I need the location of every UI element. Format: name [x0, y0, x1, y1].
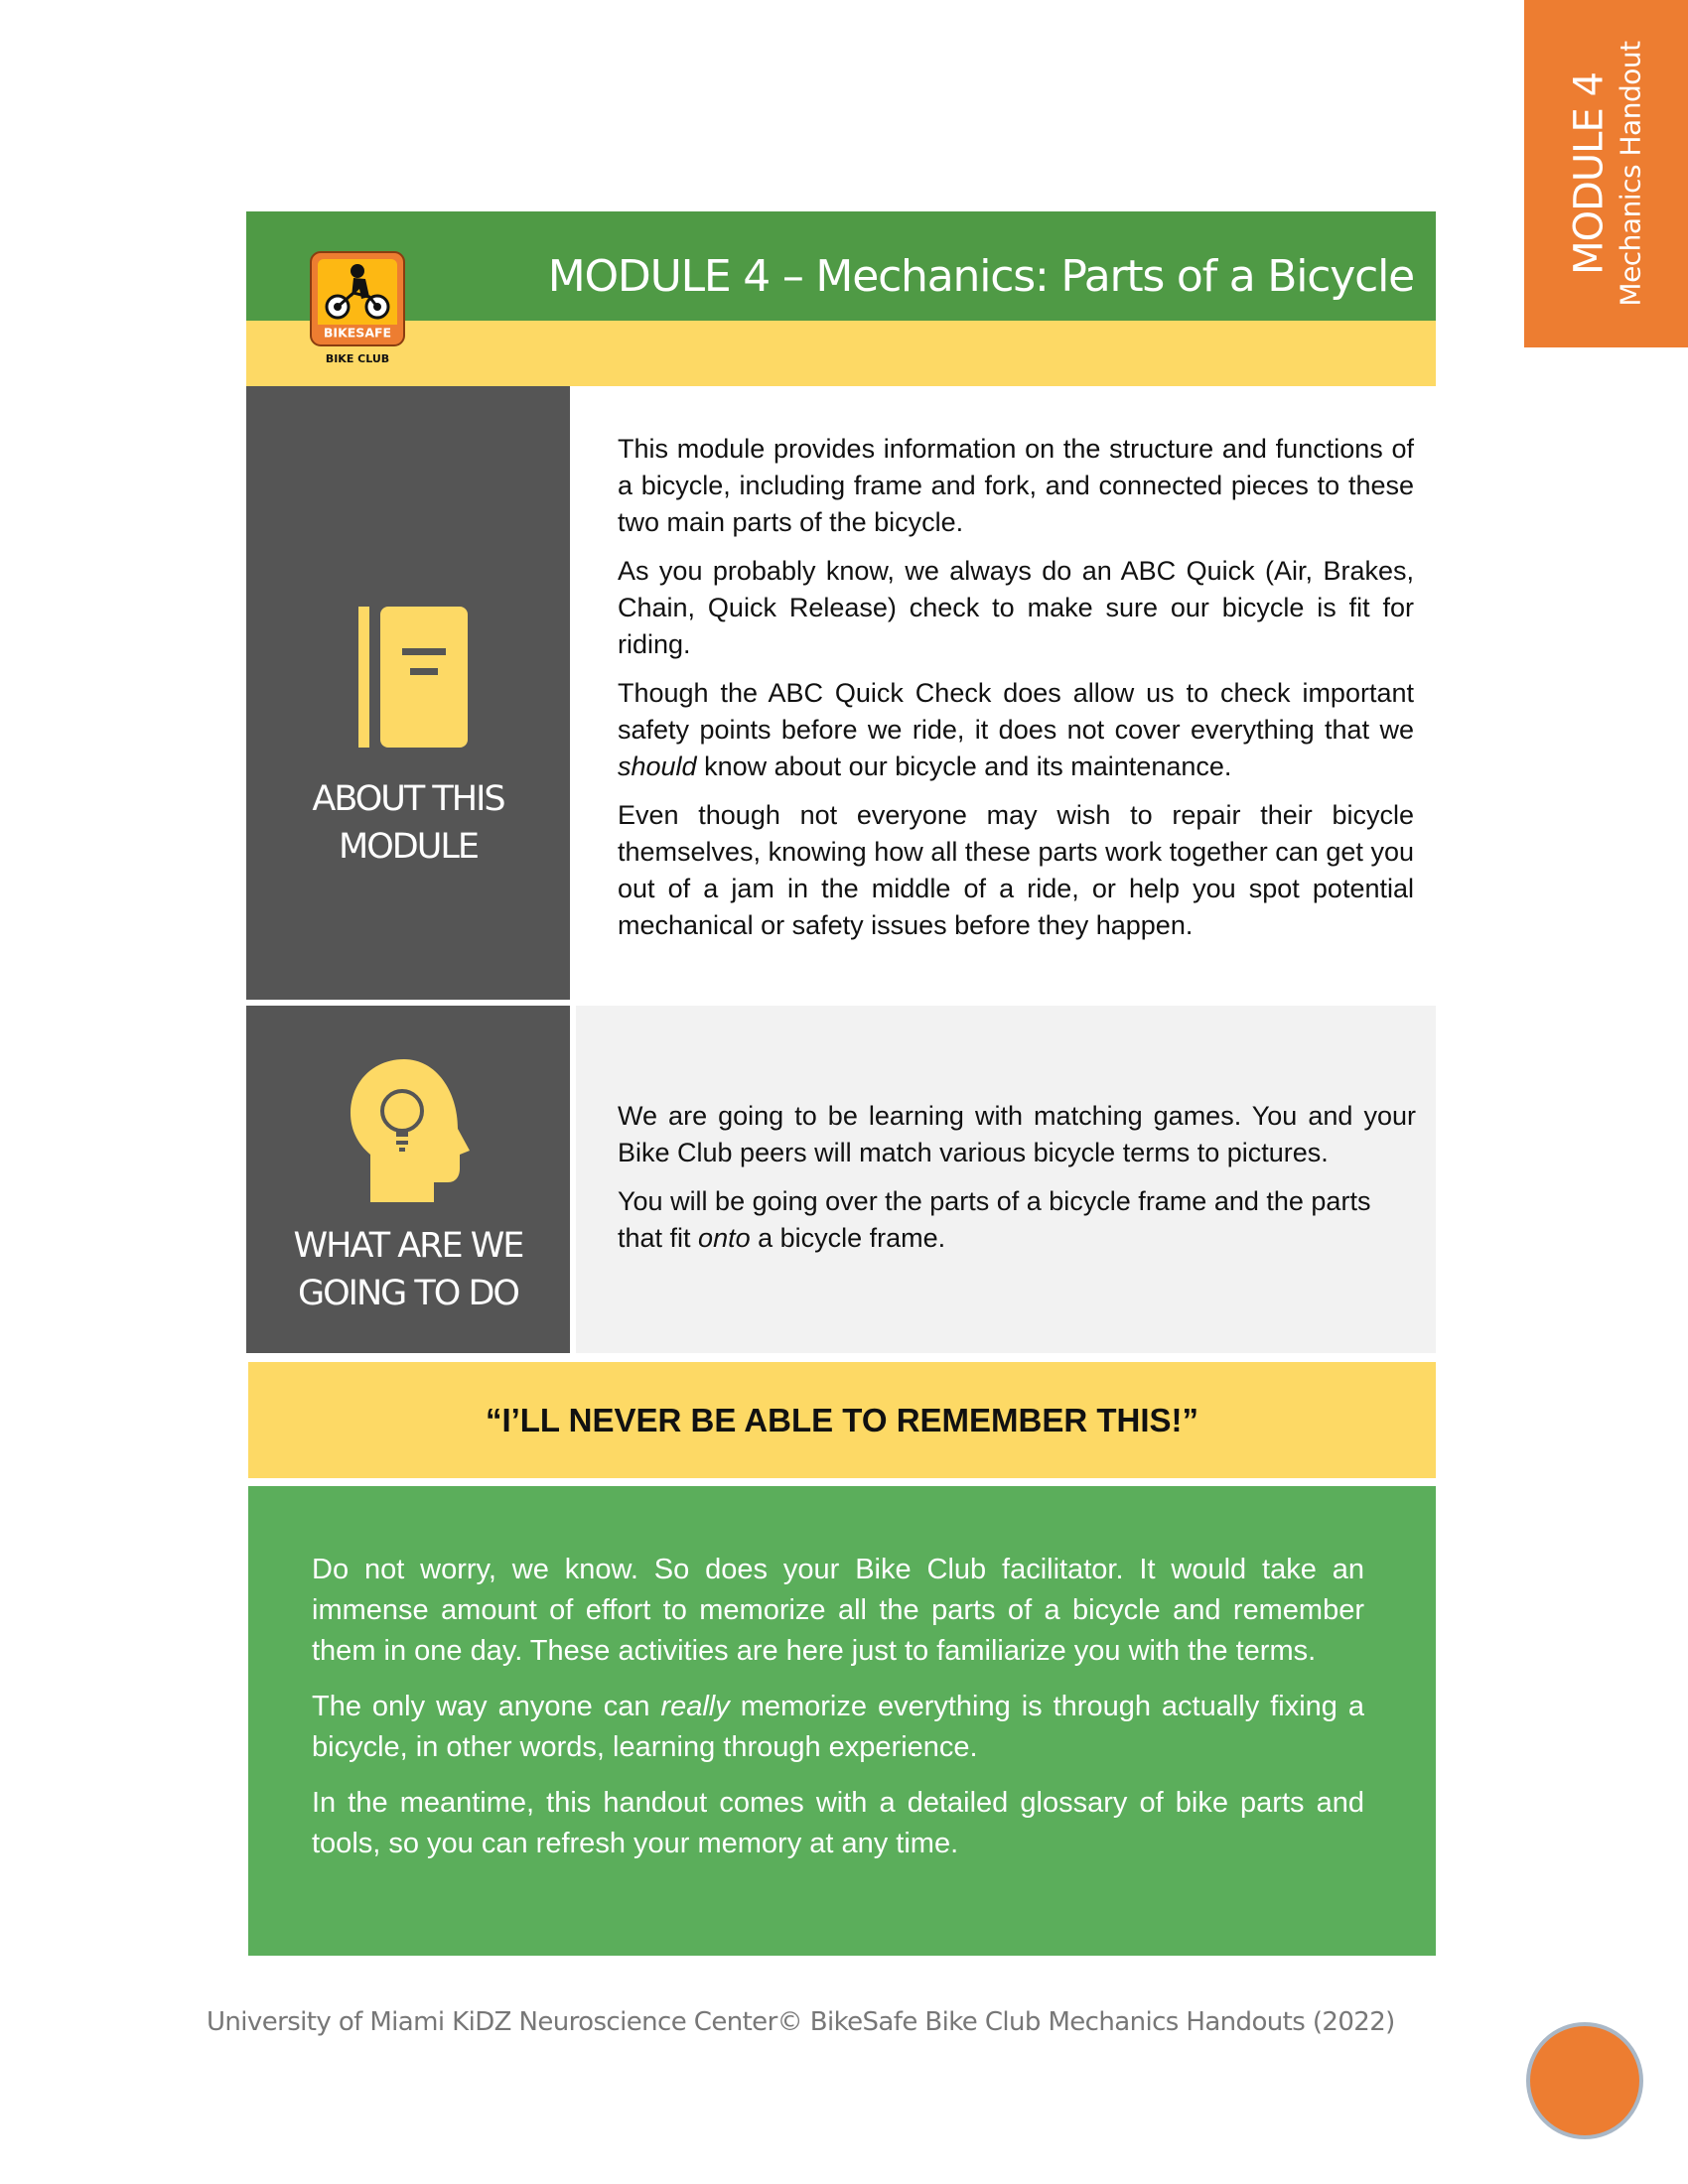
head-lightbulb-icon	[345, 1057, 474, 1204]
page-marker-circle	[1526, 2022, 1643, 2139]
logo-brand-text: BIKESAFE	[323, 325, 392, 341]
text-run: You will be going over the parts of a bicycle frame and the parts that fit	[618, 1186, 1371, 1253]
header-yellow-band	[246, 321, 1436, 386]
quote-text: “I’LL NEVER BE ABLE TO REMEMBER THIS!”	[485, 1401, 1199, 1438]
todo-text	[618, 1098, 1416, 1269]
about-text	[618, 431, 1414, 956]
text-run: memorize everything is through actually fixing a bicycle, in other words, learning through experience.	[312, 1691, 1364, 1763]
logo-sub-text: BIKE CLUB	[325, 352, 390, 365]
about-sidebar	[246, 386, 570, 1000]
book-icon	[358, 607, 468, 748]
todo-sidebar	[246, 1006, 570, 1353]
todo-label-line1: WHAT ARE WE	[293, 1226, 523, 1266]
page-footer: University of Miami KiDZ Neuroscience Center© BikeSafe Bike Club Mechanics Handouts (2022)	[207, 2007, 1395, 2037]
reassurance-box	[248, 1486, 1436, 1956]
reassurance-paragraph-1: Do not worry, we know. So does your Bike Club facilitator. It would take an immense amount of effort to memorize all the parts of a bicycle and remember them in one day. These activities are here just to familiarize you with the terms.	[312, 1554, 1364, 1667]
tab-module-number: MODULE 4	[1565, 72, 1612, 275]
module-header	[246, 211, 1436, 386]
reassurance-paragraph-3: In the meantime, this handout comes with a detailed glossary of bike parts and tools, so you can refresh your memory at any time.	[312, 1787, 1364, 1859]
about-paragraph-1: This module provides information on the structure and functions of a bicycle, including frame and fork, and connected pieces to these two main parts of the bicycle.	[618, 434, 1414, 537]
about-paragraph-3	[618, 675, 1414, 785]
about-paragraph-4: Even though not everyone may wish to repair their bicycle themselves, knowing how all these parts work together can get you out of a jam in the middle of a ride, or help you spot potential mechanical or safety issues before they happen.	[618, 800, 1414, 940]
page-title: MODULE 4 – Mechanics: Parts of a Bicycle	[547, 251, 1414, 302]
emphasis-text: onto	[698, 1223, 751, 1253]
bikesafe-logo	[310, 251, 405, 375]
text-run: a bicycle frame.	[750, 1223, 946, 1253]
emphasis-text: really	[660, 1691, 730, 1722]
todo-paragraph-1: We are going to be learning with matching games. You and your Bike Club peers will match various bicycle terms to pictures.	[618, 1101, 1416, 1167]
about-label: ABOUT THIS MODULE	[312, 779, 504, 867]
about-paragraph-2: As you probably know, we always do an ABC Quick (Air, Brakes, Chain, Quick Release) check to make sure our bicycle is fit for riding.	[618, 556, 1414, 659]
reassurance-paragraph-2	[312, 1687, 1364, 1768]
module-side-tab	[1524, 0, 1688, 347]
quote-banner	[248, 1362, 1436, 1478]
tab-subtitle: Mechanics Handout	[1613, 41, 1646, 307]
text-run: Though the ABC Quick Check does allow us to check important safety points before we ride, it does not cover everything that we	[618, 678, 1414, 745]
text-run: The only way anyone can	[312, 1691, 661, 1722]
todo-paragraph-2	[618, 1183, 1416, 1257]
emphasis-text: should	[618, 751, 697, 781]
text-run: know about our bicycle and its maintenance.	[696, 751, 1232, 781]
reassurance-text	[312, 1550, 1364, 1879]
todo-label-line2: GOING TO DO	[298, 1274, 518, 1313]
